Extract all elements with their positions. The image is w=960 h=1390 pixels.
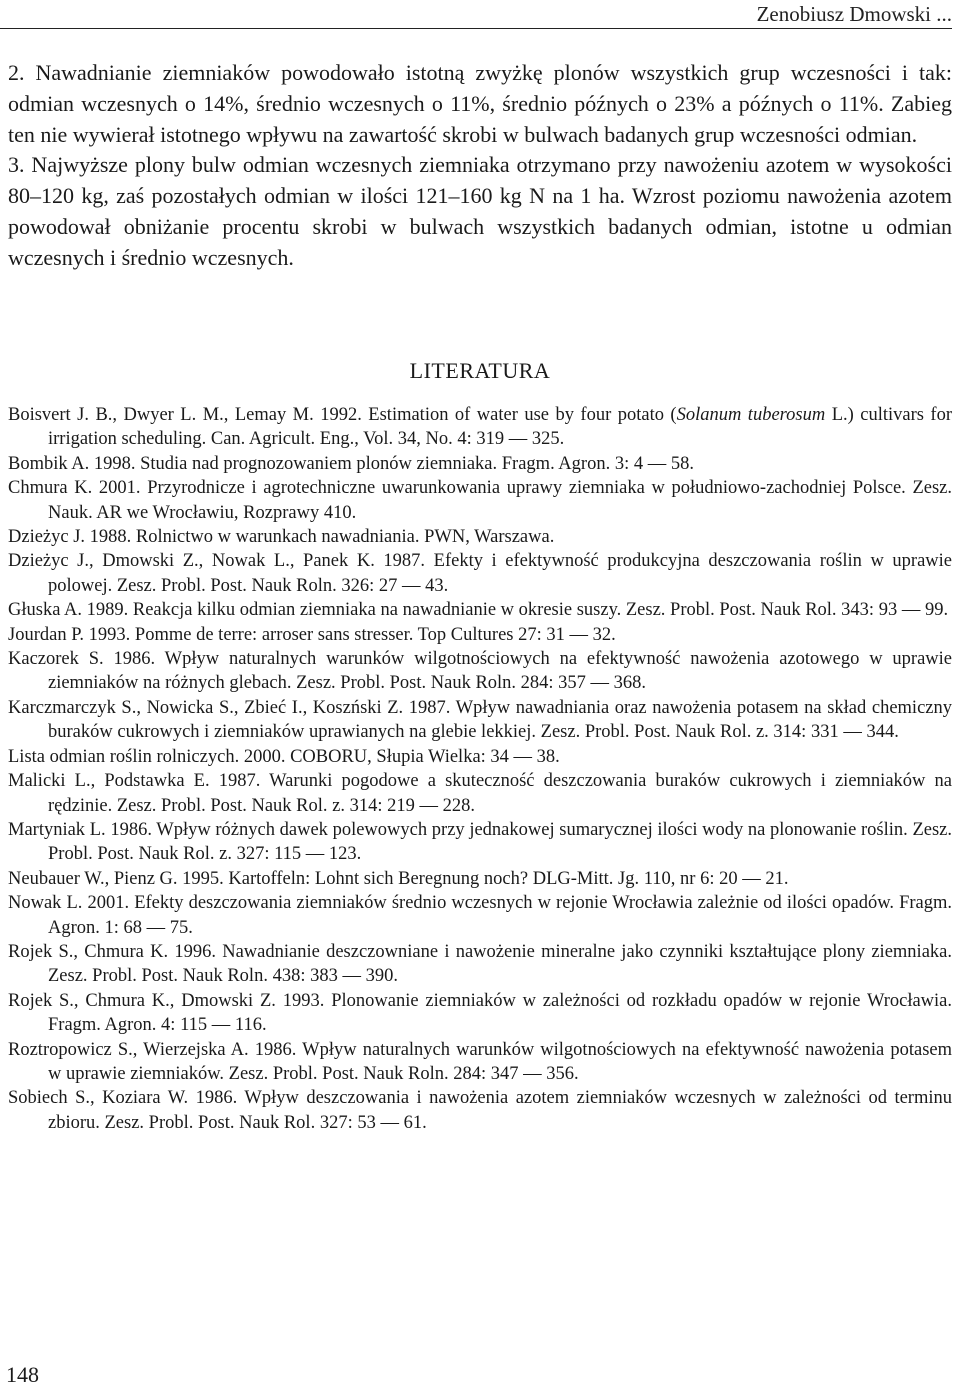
reference-item: Sobiech S., Koziara W. 1986. Wpływ deszczowania i nawożenia azotem ziemniaków wczesnych w zależności od terminu zbioru. Zesz. Probl. Post. Nauk Rol. 327: 53 — 61.: [8, 1088, 952, 1133]
reference-item: Roztropowicz S., Wierzejska A. 1986. Wpływ naturalnych warunków wilgotnościowych na efektywność nawożenia potasem w uprawie ziemniaków. Zesz. Probl. Post. Nauk Roln. 284: 347 — 356.: [8, 1039, 952, 1084]
reference-item: Chmura K. 2001. Przyrodnicze i agrotechniczne uwarunkowania uprawy ziemniaka w południowo-zachodniej Polsce. Zesz. Nauk. AR we Wrocławiu, Rozprawy 410.: [8, 478, 952, 523]
page-number: 148: [6, 1362, 39, 1387]
reference-item: Rojek S., Chmura K., Dmowski Z. 1993. Plonowanie ziemniaków w zależności od rozkładu opadów w rejonie Wrocławia. Fragm. Agron. 4: 115 — 116.: [8, 990, 952, 1036]
reference-item: Malicki L., Podstawka E. 1987. Warunki pogodowe a skuteczność deszczowania buraków cukrowych i ziemniaków na rędzinie. Zesz. Probl. Post. Nauk Rol. z. 314: 219 — 228.: [8, 771, 952, 816]
conclusion-item: 2. Nawadnianie ziemniaków powodowało istotną zwyżkę plonów wszystkich grup wczesności i tak: odmian wczesnych o 14%, średnio wczesnych o 11%, średnio późnych o 23% a późnych o 11%. Zabieg ten nie wywierał istotnego wpływu na zawartość skrobi w bulwach badanych grup wczesności odmian.: [8, 60, 952, 147]
reference-item: Karczmarczyk S., Nowicka S., Zbieć I., Koszński Z. 1987. Wpływ nawadniania oraz nawożenia potasem na skład chemiczny buraków cukrowych i ziemniaków uprawianych na glebie lekkiej. Zesz. Probl. Post. Nauk Rol. z. 314: 331 — 344.: [8, 697, 952, 743]
reference-item: Kaczorek S. 1986. Wpływ naturalnych warunków wilgotnościowych na efektywność nawożenia azotowego w uprawie ziemniaków na różnych glebach. Zesz. Probl. Post. Nauk Roln. 284: 357 — 368.: [8, 649, 952, 694]
reference-item: Dzieżyc J., Dmowski Z., Nowak L., Panek K. 1987. Efekty i efektywność produkcyjna deszczowania roślin w uprawie polowej. Zesz. Probl. Post. Nauk Roln. 326: 27 — 43.: [8, 551, 952, 596]
reference-list: [8, 403, 952, 1135]
reference-item: Dzieżyc J. 1988. Rolnictwo w warunkach nawadniania. PWN, Warszawa.: [8, 527, 555, 548]
conclusions-list: [8, 58, 952, 274]
reference-item: Neubauer W., Pienz G. 1995. Kartoffeln: Lohnt sich Beregnung noch? DLG-Mitt. Jg. 110, nr 6: 20 — 21.: [8, 868, 789, 889]
species-name: Solanum tuberosum: [676, 405, 826, 425]
running-title: Zenobiusz Dmowski ...: [756, 2, 952, 26]
reference-item: Martyniak L. 1986. Wpływ różnych dawek polewowych przy jednakowej sumarycznej ilości wody na plonowanie roślin. Zesz. Probl. Post. Nauk Rol. z. 327: 115 — 123.: [8, 819, 952, 865]
reference-item: Bombik A. 1998. Studia nad prognozowaniem plonów ziemniaka. Fragm. Agron. 3: 4 — 58.: [8, 453, 694, 474]
conclusion-item: 3. Najwyższe plony bulw odmian wczesnych ziemniaka otrzymano przy nawożeniu azotem w wysokości 80–120 kg, zaś pozostałych odmian w ilości 121–160 kg N na 1 ha. Wzrost poziomu nawożenia azotem powodował obniżanie procentu skrobi w bulwach wszystkich badanych odmian, istotne u odmian wczesnych i średnio wczesnych.: [8, 152, 952, 270]
reference-item: [8, 403, 952, 452]
reference-text: L.) cultivars for irrigation scheduling. Can. Agricult. Eng., Vol. 34, No. 4: 319 — 325.: [48, 405, 952, 450]
reference-text: Boisvert J. B., Dwyer L. M., Lemay M. 1992. Estimation of water use by four potato (: [8, 405, 677, 425]
reference-item: Nowak L. 2001. Efekty deszczowania ziemniaków średnio wczesnych w rejonie Wrocławia zależnie od ilości opadów. Fragm. Agron. 1: 68 — 75.: [8, 893, 952, 938]
running-header: [0, 0, 952, 29]
literature-heading: LITERATURA: [409, 358, 551, 383]
reference-item: Lista odmian roślin rolniczych. 2000. COBORU, Słupia Wielka: 34 — 38.: [8, 746, 560, 767]
reference-item: Jourdan P. 1993. Pomme de terre: arroser sans stresser. Top Cultures 27: 31 — 32.: [8, 624, 616, 645]
reference-item: Głuska A. 1989. Reakcja kilku odmian ziemniaka na nawadnianie w okresie suszy. Zesz. Probl. Post. Nauk Rol. 343: 93 — 99.: [8, 600, 949, 621]
reference-item: Rojek S., Chmura K. 1996. Nawadnianie deszczowniane i nawożenie mineralne jako czynniki kształtujące plony ziemniaka. Zesz. Probl. Post. Nauk Roln. 438: 383 — 390.: [8, 941, 952, 987]
